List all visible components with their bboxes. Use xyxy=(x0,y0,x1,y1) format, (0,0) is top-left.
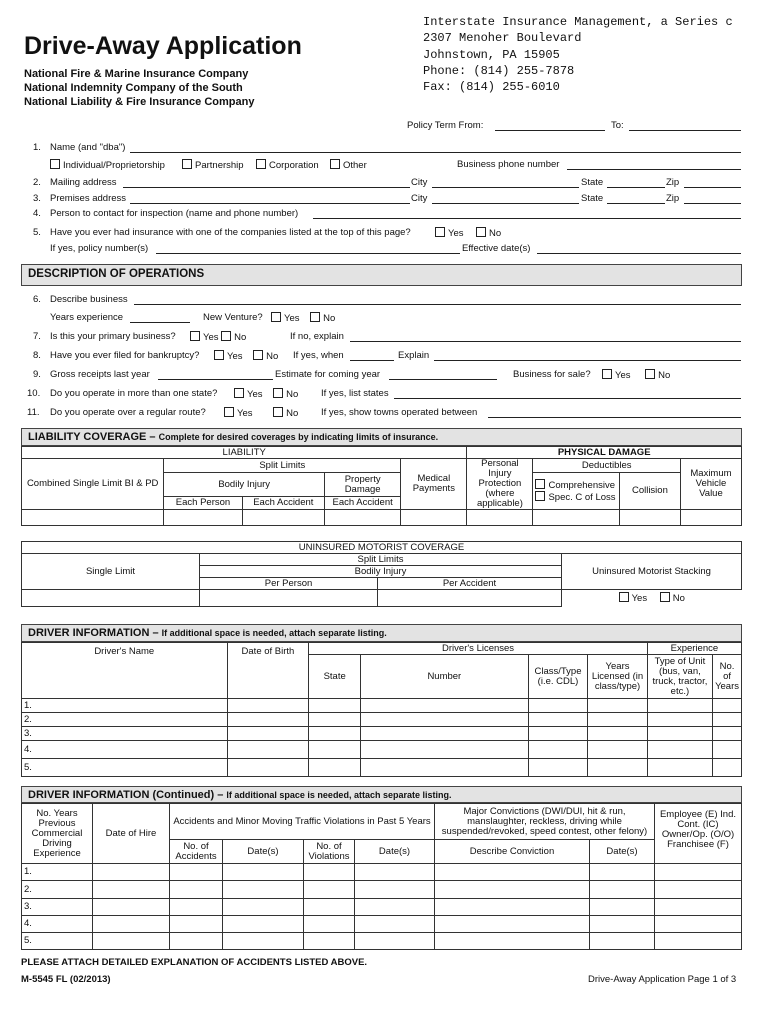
liability-header: LIABILITY xyxy=(22,447,467,459)
cell[interactable] xyxy=(713,759,742,777)
combined-single-header: Combined Single Limit BI & PD xyxy=(22,459,164,510)
q4-label: Person to contact for inspection (name and phone number) xyxy=(50,208,299,219)
cell[interactable] xyxy=(360,759,528,777)
describe-conviction-header: Describe Conviction xyxy=(435,840,590,864)
business-sale-no[interactable]: No xyxy=(645,370,670,381)
collision-cell[interactable] xyxy=(619,510,680,526)
cell[interactable] xyxy=(647,699,712,713)
cell[interactable] xyxy=(713,713,742,727)
if-no-explain-label: If no, explain xyxy=(290,331,344,342)
bankruptcy-yes[interactable]: Yes xyxy=(214,351,243,362)
policy-term-to-label: To: xyxy=(611,120,624,131)
checkbox[interactable] xyxy=(273,388,283,398)
cell[interactable] xyxy=(304,899,355,916)
uninsured-split-limits-header: Split Limits xyxy=(200,554,562,566)
date-of-hire-header: Date of Hire xyxy=(93,804,170,864)
uninsured-per-accident-cell[interactable] xyxy=(378,590,562,607)
checkbox[interactable] xyxy=(619,592,629,602)
q8-number: 8. xyxy=(33,350,41,361)
years-licensed-header: Years Licensed (in class/type) xyxy=(588,655,647,699)
cell[interactable] xyxy=(435,864,590,881)
q10-number: 10. xyxy=(27,388,41,399)
regular-route-no[interactable]: No xyxy=(273,408,298,419)
each-person-header: Each Person xyxy=(164,497,242,510)
checkbox[interactable] xyxy=(214,350,224,360)
describe-business-field[interactable] xyxy=(134,304,741,305)
property-damage-header: Property Damage xyxy=(325,473,401,497)
page-number: Drive-Away Application Page 1 of 3 xyxy=(588,974,737,985)
cell[interactable] xyxy=(360,713,528,727)
comprehensive-option[interactable]: Comprehensive xyxy=(535,479,616,491)
cell[interactable] xyxy=(528,727,588,741)
company-name: National Liability & Fire Insurance Company xyxy=(24,96,255,108)
checkbox[interactable] xyxy=(645,369,655,379)
liability-table xyxy=(21,446,742,526)
estimate-field[interactable] xyxy=(389,379,497,380)
cell[interactable] xyxy=(590,933,655,950)
zip-label: Zip xyxy=(666,177,680,188)
cell[interactable] xyxy=(304,933,355,950)
table-row xyxy=(22,727,742,741)
premises-zip-field[interactable] xyxy=(684,203,741,204)
checkbox[interactable] xyxy=(660,592,670,602)
q11-number: 11. xyxy=(27,407,40,418)
q9-label: Gross receipts last year xyxy=(50,369,150,380)
violation-dates-header: Date(s) xyxy=(355,840,435,864)
q6-number: 6. xyxy=(33,294,41,305)
driver-table xyxy=(21,642,742,777)
prior-insurance-no[interactable]: No xyxy=(476,227,501,239)
if-yes-when-label: If yes, when xyxy=(293,350,344,361)
deductibles-header: Deductibles xyxy=(533,459,680,473)
state-label: State xyxy=(581,193,604,204)
new-venture-yes[interactable]: Yes xyxy=(271,313,300,324)
class-type-header: Class/Type (i.e. CDL) xyxy=(528,655,588,699)
policy-term-from-field[interactable] xyxy=(495,130,605,131)
company-name: National Fire & Marine Insurance Company xyxy=(24,68,249,80)
company-name: National Indemnity Company of the South xyxy=(24,82,243,94)
multi-state-yes[interactable]: Yes xyxy=(234,389,263,400)
table-row xyxy=(22,759,742,777)
medical-payments-header: Medical Payments xyxy=(401,459,467,510)
agency-address xyxy=(423,14,753,95)
checkbox[interactable] xyxy=(234,388,244,398)
agency-line: Phone: (814) 255-7878 xyxy=(423,63,575,78)
page-title: Drive-Away Application xyxy=(24,32,302,60)
uninsured-table xyxy=(21,541,742,607)
row-number: 2. xyxy=(22,713,228,727)
cell[interactable] xyxy=(170,916,223,933)
bankruptcy-no[interactable]: No xyxy=(253,351,278,362)
state-label: State xyxy=(581,177,604,188)
checkbox[interactable] xyxy=(330,159,340,169)
regular-route-options xyxy=(224,407,298,419)
uninsured-per-accident-header: Per Accident xyxy=(378,578,562,590)
no-of-years-header: No. of Years xyxy=(713,655,742,699)
premises-address-field[interactable] xyxy=(130,203,410,204)
cell[interactable] xyxy=(528,699,588,713)
q7-label: Is this your primary business? xyxy=(50,331,176,342)
cell[interactable] xyxy=(227,699,309,713)
q5-number: 5. xyxy=(33,227,41,238)
cell[interactable] xyxy=(223,881,304,899)
cell[interactable] xyxy=(227,713,309,727)
new-venture-options xyxy=(271,312,351,325)
cell[interactable] xyxy=(170,933,223,950)
q7-number: 7. xyxy=(33,331,41,342)
cell[interactable] xyxy=(647,713,712,727)
new-venture-no[interactable]: No xyxy=(310,313,335,324)
operations-section-header xyxy=(21,264,742,286)
max-vehicle-value-header: Maximum Vehicle Value xyxy=(680,459,741,510)
policy-numbers-field[interactable] xyxy=(156,253,460,254)
uninsured-title: UNINSURED MOTORIST COVERAGE xyxy=(22,542,742,554)
checkbox[interactable] xyxy=(253,350,263,360)
q5-label: Have you ever had insurance with one of the companies listed at the top of this page? xyxy=(50,227,411,238)
row-number: 4. xyxy=(22,741,228,759)
cell[interactable] xyxy=(588,713,647,727)
mailing-state-field[interactable] xyxy=(607,187,665,188)
policy-numbers-label: If yes, policy number(s) xyxy=(50,243,149,254)
max-vehicle-value-cell[interactable] xyxy=(680,510,741,526)
cell[interactable] xyxy=(360,741,528,759)
cell[interactable] xyxy=(435,933,590,950)
cell[interactable] xyxy=(304,864,355,881)
cell[interactable] xyxy=(528,759,588,777)
license-number-header: Number xyxy=(360,655,528,699)
cell[interactable] xyxy=(93,864,170,881)
towns-field[interactable] xyxy=(488,417,741,418)
cell[interactable] xyxy=(588,759,647,777)
bankruptcy-when-field[interactable] xyxy=(350,360,394,361)
cell[interactable] xyxy=(528,741,588,759)
business-sale-options xyxy=(602,369,670,381)
agency-line: Fax: (814) 255-6010 xyxy=(423,80,560,95)
uninsured-stacking-header: Uninsured Motorist Stacking xyxy=(562,554,742,590)
driver-section-title: DRIVER INFORMATION – If additional space is needed, attach separate listing. xyxy=(28,627,387,639)
q9-number: 9. xyxy=(33,369,41,380)
row-number: 5. xyxy=(22,933,93,950)
driver-section-header xyxy=(21,624,742,642)
uninsured-single-limit-header: Single Limit xyxy=(22,554,200,590)
no-violations-header: No. of Violations xyxy=(304,840,355,864)
cell[interactable] xyxy=(647,727,712,741)
comprehensive-cell[interactable] xyxy=(533,510,619,526)
cell[interactable] xyxy=(655,933,742,950)
table-row xyxy=(22,881,742,899)
cell[interactable] xyxy=(309,741,361,759)
row-number: 3. xyxy=(22,899,93,916)
checkbox[interactable] xyxy=(476,227,486,237)
entity-other[interactable]: Other xyxy=(330,159,367,171)
pd-each-accident-cell[interactable] xyxy=(325,510,401,526)
business-sale-yes[interactable]: Yes xyxy=(602,370,631,381)
agency-line: Interstate Insurance Management, a Series c xyxy=(423,15,733,29)
cell[interactable] xyxy=(223,916,304,933)
q2-number: 2. xyxy=(33,177,41,188)
type-of-unit-header: Type of Unit (bus, van, truck, tractor, etc.) xyxy=(647,655,712,699)
cell[interactable] xyxy=(590,916,655,933)
regular-route-yes[interactable]: Yes xyxy=(224,408,253,419)
row-number: 1. xyxy=(22,699,228,713)
bi-each-accident-cell[interactable] xyxy=(242,510,324,526)
cell[interactable] xyxy=(655,899,742,916)
cell[interactable] xyxy=(355,916,435,933)
cell[interactable] xyxy=(309,727,361,741)
years-experience-label: Years experience xyxy=(50,312,124,323)
cell[interactable] xyxy=(227,727,309,741)
uninsured-per-person-header: Per Person xyxy=(200,578,378,590)
cell[interactable] xyxy=(227,759,309,777)
employee-type-header: Employee (E) Ind. Cont. (IC) Owner/Op. (O/O) Franchisee (F) xyxy=(655,804,742,864)
checkbox[interactable] xyxy=(50,159,60,169)
uninsured-bodily-injury-header: Bodily Injury xyxy=(200,566,562,578)
policy-term-to-field[interactable] xyxy=(629,130,741,131)
stacking-options xyxy=(562,590,742,607)
if-yes-list-states-label: If yes, list states xyxy=(321,388,389,399)
agency-line: Johnstown, PA 15905 xyxy=(423,47,560,62)
cell[interactable] xyxy=(655,916,742,933)
checkbox[interactable] xyxy=(221,331,231,341)
city-label: City xyxy=(411,193,428,204)
q1-label: Name (and "dba") xyxy=(50,142,126,153)
cell[interactable] xyxy=(655,881,742,899)
business-phone-label: Business phone number xyxy=(457,159,560,170)
checkbox[interactable] xyxy=(602,369,612,379)
table-row xyxy=(22,699,742,713)
table-row xyxy=(22,713,742,727)
entity-partnership[interactable]: Partnership xyxy=(182,159,244,171)
if-yes-show-towns-label: If yes, show towns operated between xyxy=(321,407,478,418)
q4-number: 4. xyxy=(33,208,41,219)
cell[interactable] xyxy=(528,713,588,727)
dob-header: Date of Birth xyxy=(227,643,309,699)
bodily-injury-header: Bodily Injury xyxy=(164,473,325,497)
cell[interactable] xyxy=(590,899,655,916)
row-number: 1. xyxy=(22,864,93,881)
cell[interactable] xyxy=(223,933,304,950)
q10-label: Do you operate in more than one state? xyxy=(50,388,218,399)
cell[interactable] xyxy=(355,864,435,881)
cell[interactable] xyxy=(227,741,309,759)
policy-term-from-label: Policy Term From: xyxy=(407,120,484,131)
row-number: 2. xyxy=(22,881,93,899)
primary-business-explain-field[interactable] xyxy=(350,341,741,342)
attach-note: PLEASE ATTACH DETAILED EXPLANATION OF ACCIDENTS LISTED ABOVE. xyxy=(21,957,368,968)
cell[interactable] xyxy=(435,881,590,899)
major-convictions-header: Major Convictions (DWI/DUI, hit & run, manslaughter, reckless, driving while suspended/revoked, speed contest, other felony) xyxy=(435,804,655,840)
liability-section-title: LIABILITY COVERAGE – Complete for desired coverages by indicating limits of insurance. xyxy=(28,431,439,443)
uninsured-per-person-cell[interactable] xyxy=(200,590,378,607)
bi-each-person-cell[interactable] xyxy=(164,510,242,526)
entity-individual[interactable]: Individual/Proprietorship xyxy=(50,159,165,171)
each-accident-header: Each Accident xyxy=(325,497,401,510)
table-row xyxy=(22,933,742,950)
cell[interactable] xyxy=(223,864,304,881)
driver-cont-section-title: DRIVER INFORMATION (Continued) – If additional space is needed, attach separate listing. xyxy=(28,789,452,801)
cell[interactable] xyxy=(647,741,712,759)
spec-col-option[interactable]: Spec. C of Loss xyxy=(535,491,616,503)
estimate-label: Estimate for coming year xyxy=(275,369,381,380)
multi-state-options xyxy=(234,388,298,400)
uninsured-single-limit-cell[interactable] xyxy=(22,590,200,607)
stacking-yes[interactable]: Yes xyxy=(619,593,648,604)
mailing-address-field[interactable] xyxy=(123,187,410,188)
row-number: 5. xyxy=(22,759,228,777)
pip-header: Personal Injury Protection (where applicable) xyxy=(467,459,533,510)
cell[interactable] xyxy=(93,899,170,916)
years-experience-field[interactable] xyxy=(130,322,190,323)
inspection-contact-field[interactable] xyxy=(313,218,741,219)
company-list xyxy=(24,67,254,109)
collision-header: Collision xyxy=(619,473,680,510)
table-row xyxy=(22,916,742,933)
checkbox[interactable] xyxy=(182,159,192,169)
table-row xyxy=(22,899,742,916)
checkbox[interactable] xyxy=(224,407,234,417)
q8-label: Have you ever filed for bankruptcy? xyxy=(50,350,200,361)
q3-label: Premises address xyxy=(50,193,127,204)
cell[interactable] xyxy=(360,699,528,713)
stacking-no[interactable]: No xyxy=(660,593,685,604)
mailing-zip-field[interactable] xyxy=(684,187,741,188)
cell[interactable] xyxy=(590,881,655,899)
cell[interactable] xyxy=(713,741,742,759)
conviction-dates-header: Date(s) xyxy=(590,840,655,864)
checkbox[interactable] xyxy=(535,491,545,501)
q1-number: 1. xyxy=(33,142,41,153)
cell[interactable] xyxy=(170,899,223,916)
primary-business-options xyxy=(190,331,246,343)
explain-label: Explain xyxy=(398,350,430,361)
cell[interactable] xyxy=(170,864,223,881)
q3-number: 3. xyxy=(33,193,41,204)
cell[interactable] xyxy=(93,933,170,950)
bankruptcy-options xyxy=(214,350,278,362)
checkbox[interactable] xyxy=(190,331,200,341)
prev-exp-header: No. Years Previous Commercial Driving Experience xyxy=(22,804,93,864)
cell[interactable] xyxy=(655,864,742,881)
cell[interactable] xyxy=(223,899,304,916)
cell[interactable] xyxy=(713,699,742,713)
checkbox[interactable] xyxy=(310,312,320,322)
cell[interactable] xyxy=(435,916,590,933)
split-limits-header: Split Limits xyxy=(164,459,401,473)
agency-line: 2307 Menoher Boulevard xyxy=(423,31,582,46)
cell[interactable] xyxy=(309,759,361,777)
cell[interactable] xyxy=(713,727,742,741)
operations-section-title: DESCRIPTION OF OPERATIONS xyxy=(28,268,205,280)
cell[interactable] xyxy=(355,881,435,899)
each-accident-header: Each Accident xyxy=(242,497,324,510)
licenses-header: Driver's Licenses xyxy=(309,643,647,655)
medical-payments-cell[interactable] xyxy=(401,510,467,526)
cell[interactable] xyxy=(590,864,655,881)
row-number: 4. xyxy=(22,916,93,933)
effective-dates-label: Effective date(s) xyxy=(462,243,531,254)
cell[interactable] xyxy=(304,916,355,933)
bankruptcy-explain-field[interactable] xyxy=(434,360,741,361)
checkbox[interactable] xyxy=(256,159,266,169)
list-states-field[interactable] xyxy=(394,398,741,399)
table-row xyxy=(22,741,742,759)
checkbox[interactable] xyxy=(273,407,283,417)
q6-label: Describe business xyxy=(50,294,128,305)
cell[interactable] xyxy=(93,916,170,933)
q2-label: Mailing address xyxy=(50,177,117,188)
cell[interactable] xyxy=(588,727,647,741)
zip-label: Zip xyxy=(666,193,680,204)
cell[interactable] xyxy=(360,727,528,741)
primary-business-yes[interactable]: Yes xyxy=(190,332,219,343)
cell[interactable] xyxy=(170,881,223,899)
name-field[interactable] xyxy=(130,152,741,153)
no-accidents-header: No. of Accidents xyxy=(170,840,223,864)
accident-dates-header: Date(s) xyxy=(223,840,304,864)
q11-label: Do you operate over a regular route? xyxy=(50,407,206,418)
combined-single-cell[interactable] xyxy=(22,510,164,526)
comprehensive-options xyxy=(533,473,619,510)
cell[interactable] xyxy=(309,699,361,713)
prior-insurance-yes[interactable]: Yes xyxy=(435,227,464,239)
experience-header: Experience xyxy=(647,643,741,655)
license-state-header: State xyxy=(309,655,361,699)
accidents-header: Accidents and Minor Moving Traffic Violations in Past 5 Years xyxy=(170,804,435,840)
row-number: 3. xyxy=(22,727,228,741)
checkbox[interactable] xyxy=(435,227,445,237)
cell[interactable] xyxy=(304,881,355,899)
cell[interactable] xyxy=(588,699,647,713)
cell[interactable] xyxy=(588,741,647,759)
cell[interactable] xyxy=(309,713,361,727)
city-label: City xyxy=(411,177,428,188)
driver-cont-section-header xyxy=(21,786,742,803)
cell[interactable] xyxy=(647,759,712,777)
driver-cont-table xyxy=(21,803,742,950)
checkbox[interactable] xyxy=(271,312,281,322)
physical-damage-header: PHYSICAL DAMAGE xyxy=(467,447,742,459)
business-for-sale-label: Business for sale? xyxy=(513,369,591,380)
new-venture-label: New Venture? xyxy=(203,312,263,323)
cell[interactable] xyxy=(355,933,435,950)
pip-cell[interactable] xyxy=(467,510,533,526)
checkbox[interactable] xyxy=(535,479,545,489)
driver-name-header: Driver's Name xyxy=(22,643,228,699)
liability-section-header xyxy=(21,428,742,446)
cell[interactable] xyxy=(355,899,435,916)
premises-city-field[interactable] xyxy=(432,203,579,204)
business-phone-field[interactable] xyxy=(567,169,741,170)
effective-dates-field[interactable] xyxy=(537,253,741,254)
table-row xyxy=(22,864,742,881)
gross-receipts-field[interactable] xyxy=(158,379,273,380)
form-number: M-5545 FL (02/2013) xyxy=(21,974,111,985)
entity-corporation[interactable]: Corporation xyxy=(256,159,319,171)
primary-business-no[interactable]: No xyxy=(221,332,246,343)
cell[interactable] xyxy=(93,881,170,899)
mailing-city-field[interactable] xyxy=(432,187,579,188)
cell[interactable] xyxy=(435,899,590,916)
multi-state-no[interactable]: No xyxy=(273,389,298,400)
premises-state-field[interactable] xyxy=(607,203,665,204)
